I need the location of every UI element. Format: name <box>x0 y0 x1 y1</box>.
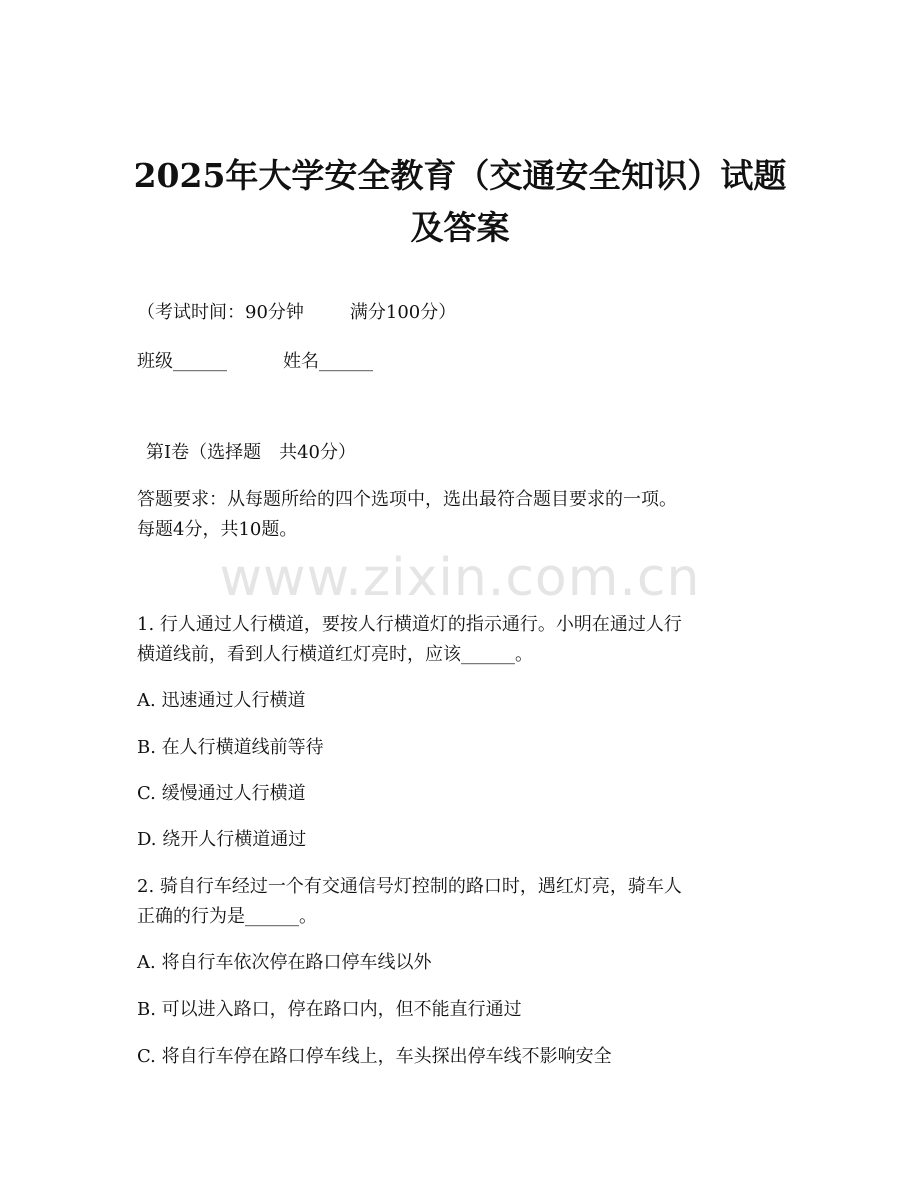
question-1-option-a: A. 迅速通过人行横道 <box>137 690 306 711</box>
question-2-stem-line-2: 正确的行为是______。 <box>137 906 317 927</box>
question-2-stem-line-1: 2. 骑自行车经过一个有交通信号灯控制的路口时，遇红灯亮，骑车人 <box>137 876 682 897</box>
question-1-stem-line-1: 1. 行人通过人行横道，要按人行横道灯的指示通行。小明在通过人行 <box>137 614 682 635</box>
name-field: 姓名______ <box>283 351 373 372</box>
instructions-line-2: 每题4分，共10题。 <box>137 519 298 540</box>
question-1-stem <box>137 610 787 670</box>
question-2-option-a: A. 将自行车依次停在路口停车线以外 <box>137 952 432 973</box>
question-1-option-c: C. 缓慢通过人行横道 <box>137 783 306 804</box>
student-info <box>137 347 373 377</box>
question-1-stem-line-2: 横道线前，看到人行横道红灯亮时，应该______。 <box>137 644 533 665</box>
question-2-stem <box>137 872 787 932</box>
exam-full-score: 满分100分） <box>349 302 457 323</box>
question-1-option-d: D. 绕开人行横道通过 <box>137 829 307 850</box>
class-field: 班级______ <box>137 351 227 372</box>
question-1-option-b: B. 在人行横道线前等待 <box>137 737 324 758</box>
instructions <box>137 485 787 545</box>
document-title <box>100 150 820 254</box>
exam-time: （考试时间：90分钟 <box>137 302 304 323</box>
section-header: 第Ⅰ卷（选择题 共40分） <box>146 442 357 463</box>
watermark: www.zixin.com.cn <box>219 548 701 608</box>
question-2-option-b: B. 可以进入路口，停在路口内，但不能直行通过 <box>137 999 522 1020</box>
title-line-2: 及答案 <box>410 208 510 247</box>
question-2-option-c: C. 将自行车停在路口停车线上，车头探出停车线不影响安全 <box>137 1046 612 1067</box>
instructions-line-1: 答题要求：从每题所给的四个选项中，选出最符合题目要求的一项。 <box>137 489 677 510</box>
title-line-1: 2025年大学安全教育（交通安全知识）试题 <box>133 156 787 195</box>
exam-info <box>137 298 456 328</box>
